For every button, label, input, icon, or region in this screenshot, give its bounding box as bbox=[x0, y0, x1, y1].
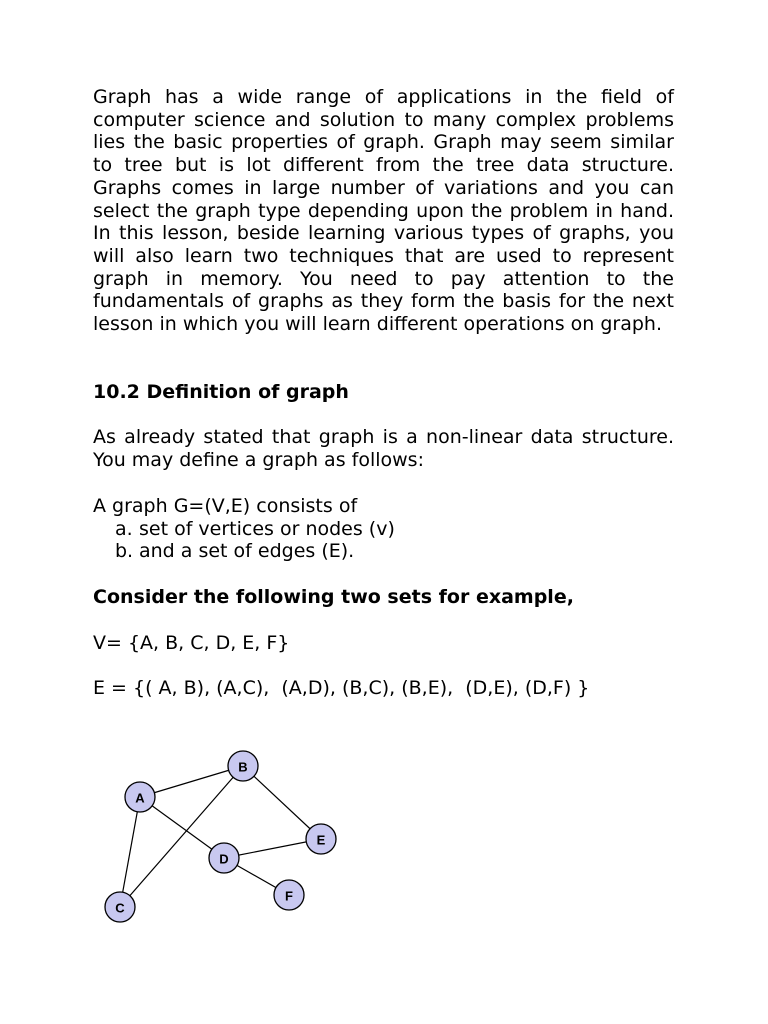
definition-line: A graph G=(V,E) consists of bbox=[93, 494, 358, 517]
node-label: D bbox=[219, 851, 229, 867]
node-label: C bbox=[115, 900, 125, 916]
graph-nodes bbox=[105, 751, 336, 922]
node-label: A bbox=[135, 790, 145, 806]
node-label: E bbox=[316, 832, 326, 848]
example-heading: Consider the following two sets for example, bbox=[93, 585, 574, 608]
edge-a-b bbox=[140, 766, 243, 797]
definition-list bbox=[93, 518, 674, 563]
node-a bbox=[125, 782, 155, 812]
section-intro: As already stated that graph is a non-linear data structure. You may define a graph as follows: bbox=[93, 426, 674, 472]
list-item-text: and a set of edges (E). bbox=[139, 540, 355, 563]
list-item bbox=[93, 518, 674, 541]
edge-b-e bbox=[243, 766, 321, 839]
document-page bbox=[93, 86, 674, 700]
list-item bbox=[93, 540, 674, 563]
list-item-text: set of vertices or nodes (v) bbox=[139, 517, 395, 540]
list-marker: b. bbox=[115, 540, 134, 563]
node-label: F bbox=[285, 888, 293, 904]
node-f bbox=[274, 880, 304, 910]
node-e bbox=[306, 824, 336, 854]
list-marker: a. bbox=[115, 517, 133, 540]
section-heading: 10.2 Definition of graph bbox=[93, 380, 349, 403]
node-label: B bbox=[238, 759, 248, 775]
edge-a-c bbox=[120, 797, 140, 907]
vertex-set: V= {A, B, C, D, E, F} bbox=[93, 631, 290, 654]
node-b bbox=[228, 751, 258, 781]
intro-paragraph: Graph has a wide range of applications in the field of computer science and solution to many complex problems lies the basic properties of graph. Graph may seem similar to tree but is lot different from the tree data structure. Graphs comes in large number of variations and you can select the graph type depending upon the problem in hand. In this lesson, beside learning various types of graphs, you will also learn two techniques that are used to represent graph in memory. You need to pay attention to the fundamentals of graphs as they form the basis for the next lesson in which you will learn different operations on graph. bbox=[93, 86, 674, 336]
edge-set: E = {( A, B), (A,C), (A,D), (B,C), (B,E), (D,E), (D,F) } bbox=[93, 677, 590, 700]
node-d bbox=[209, 843, 239, 873]
node-c bbox=[105, 892, 135, 922]
graph-diagram bbox=[96, 750, 356, 930]
